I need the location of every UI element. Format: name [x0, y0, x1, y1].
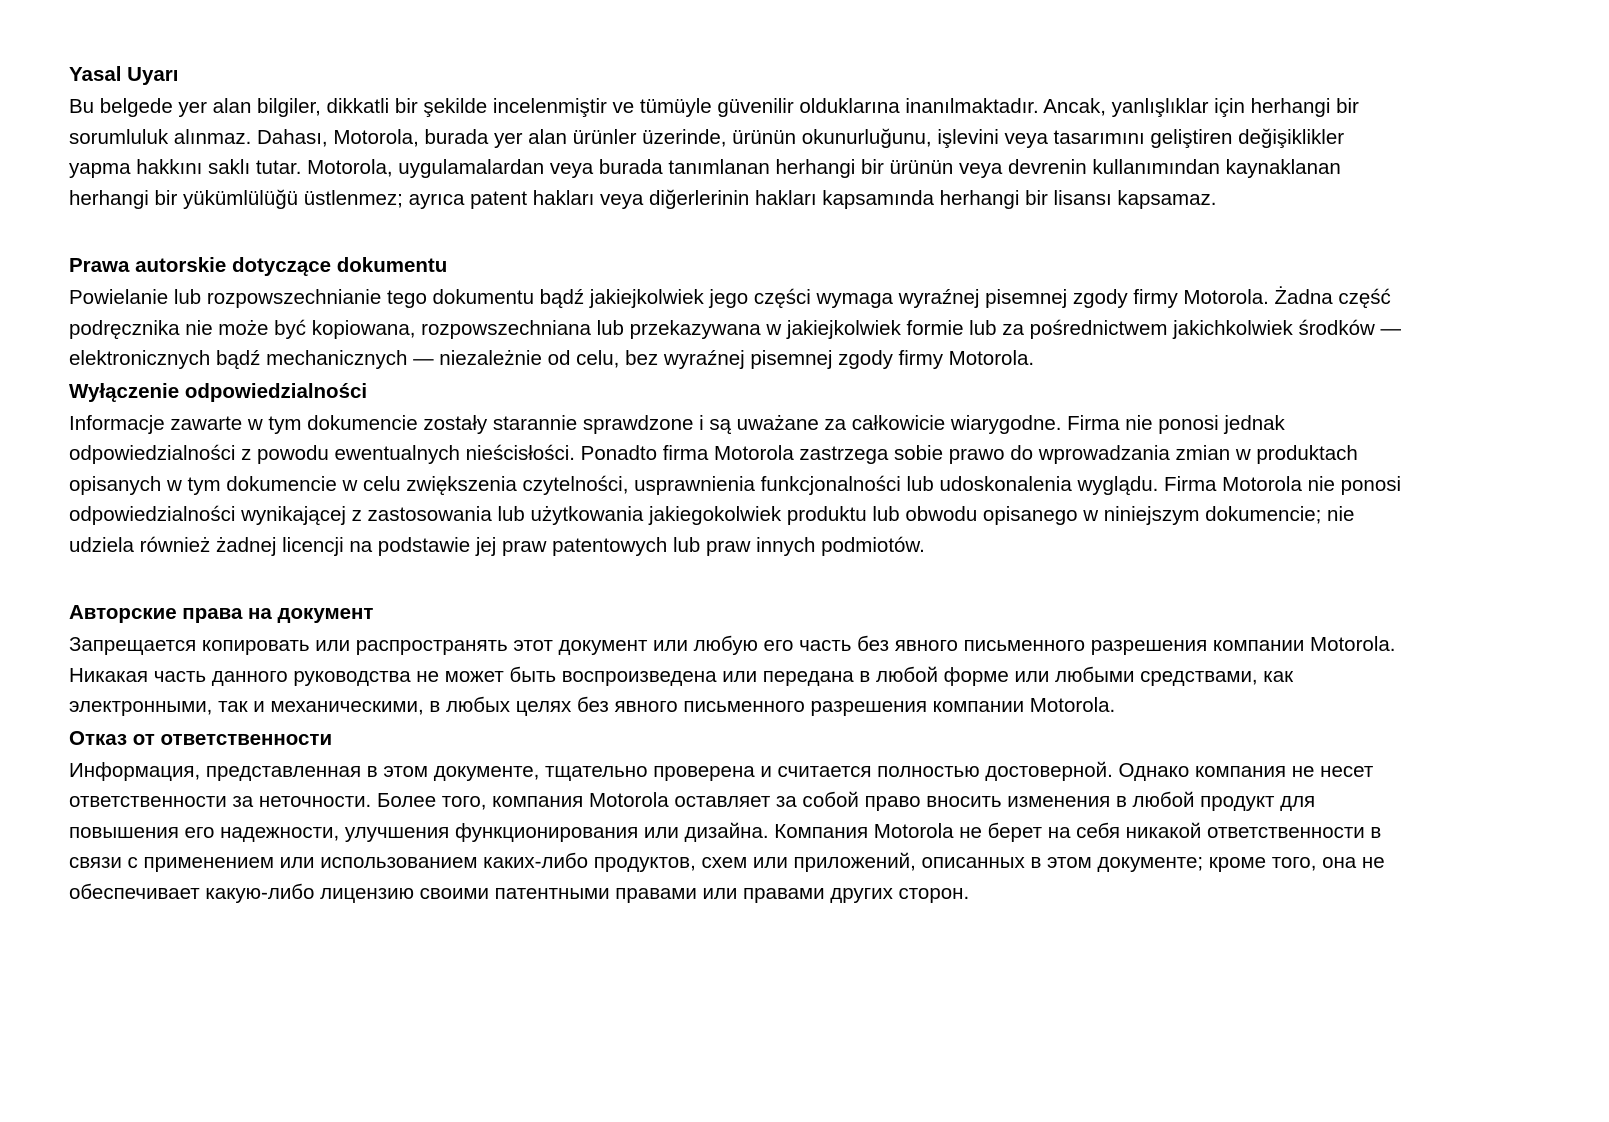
paragraph-line: Запрещается копировать или распространять этот документ или любую его часть без явного письменного разрешения компании Motorola. [69, 633, 1396, 656]
section-paragraph-wylaczenie-odpowiedzialnosci [69, 409, 1559, 562]
section-paragraph-avtorskie-prava [69, 630, 1559, 722]
paragraph-line: odpowiedzialności z powodu ewentualnych nieścisłości. Ponadto firma Motorola zastrzega sobie prawo do wprowadzania zmian w produktach [69, 442, 1358, 465]
section-heading-wylaczenie-odpowiedzialnosci: Wyłączenie odpowiedzialności [69, 379, 368, 403]
paragraph-line: opisanych w tym dokumencie w celu zwiększenia czytelności, usprawnienia funkcjonalności lub udoskonalenia wyglądu. Firma Motorola nie ponosi [69, 472, 1402, 496]
paragraph-line: Bu belgede yer alan bilgiler, dikkatli bir şekilde incelenmiştir ve tümüyle güvenilir olduklarına inanılmaktadır. Ancak, yanlışlıklar için herhangi bir [69, 95, 1359, 118]
paragraph-line: Informacje zawarte w tym dokumencie zostały starannie sprawdzone i są uważane za całkowicie wiarygodne. Firma nie ponosi jednak [69, 411, 1285, 435]
paragraph-line: электронными, так и механическими, в любых целях без явного письменного разрешения компании Motorola. [69, 694, 1116, 717]
section-heading-prawa-autorskie: Prawa autorskie dotyczące dokumentu [69, 254, 448, 277]
paragraph-line: Powielanie lub rozpowszechnianie tego dokumentu bądź jakiejkolwiek jego części wymaga wyraźnej pisemnej zgody firmy Motorola. Żadna część [69, 286, 1391, 309]
section-paragraph-otkaz-ot-otvetstvennosti [69, 756, 1559, 909]
paragraph-line: elektronicznych bądź mechanicznych — niezależnie od celu, bez wyraźnej pisemnej zgody firmy Motorola. [69, 347, 1035, 370]
section-heading-yasal-uyari: Yasal Uyarı [69, 63, 179, 86]
section-heading-avtorskie-prava: Авторские права на документ [69, 601, 374, 624]
paragraph-line: Информация, представленная в этом документе, тщательно проверена и считается полностью достоверной. Однако компания не несет [69, 758, 1374, 782]
paragraph-line: обеспечивает какую-либо лицензию своими патентными правами или правами других сторон. [69, 880, 970, 904]
paragraph-line: podręcznika nie może być kopiowana, rozpowszechniana lub przekazywana w jakiejkolwiek formie lub za pośrednictwem jakichkolwiek środków — [69, 316, 1401, 340]
section-heading-otkaz-ot-otvetstvennosti: Отказ от ответственности [69, 726, 333, 750]
paragraph-line: повышения его надежности, улучшения функционирования или дизайна. Компания Motorola не берет на себя никакой ответственности в [69, 819, 1382, 843]
paragraph-line: sorumluluk alınmaz. Dahası, Motorola, burada yer alan ürünler üzerinde, ürünün okunurluğunu, işlevini veya tasarımını geliştiren değişiklikler [69, 125, 1345, 149]
paragraph-line: связи с применением или использованием каких-либо продуктов, схем или приложений, описанных в этом документе; кроме того, она не [69, 850, 1385, 873]
paragraph-line: Никакая часть данного руководства не может быть воспроизведена или передана в любой форме или любыми средствами, как [69, 663, 1294, 687]
paragraph-line: odpowiedzialności wynikającej z zastosowania lub użytkowania jakiegokolwiek produktu lub obwodu opisanego w niniejszym dokumencie; nie [69, 503, 1355, 526]
paragraph-line: udziela również żadnej licencji na podstawie jej praw patentowych lub praw innych podmiotów. [69, 533, 925, 557]
document-page [69, 60, 1559, 908]
paragraph-line: ответственности за неточности. Более того, компания Motorola оставляет за собой право вносить изменения в любой продукт для [69, 789, 1316, 812]
section-paragraph-yasal-uyari [69, 92, 1559, 214]
paragraph-line: yapma hakkını saklı tutar. Motorola, uygulamalardan veya burada tanımlanan herhangi bir ürünün veya devrenin kullanımından kaynaklanan [69, 156, 1341, 179]
paragraph-line: herhangi bir yükümlülüğü üstlenmez; ayrıca patent hakları veya diğerlerinin hakları kapsamında herhangi bir lisansı kapsamaz. [69, 186, 1217, 210]
section-paragraph-prawa-autorskie [69, 283, 1559, 375]
